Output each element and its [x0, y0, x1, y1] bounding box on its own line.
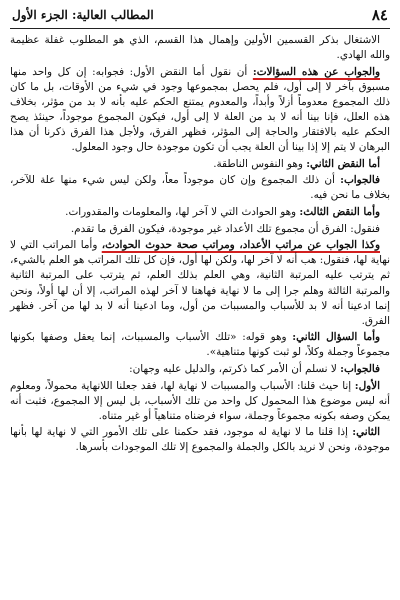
- running-title: المطالب العالية: الجزء الأول: [12, 8, 154, 22]
- highlighted-phrase: وكذا الجواب عن مراتب الأعداد، ومراتب صحة حدوث الحوادث،: [101, 239, 380, 252]
- paragraph: [10, 379, 390, 424]
- paragraph-term: فالجواب:: [340, 362, 380, 375]
- paragraph-text: الاشتغال بذكر القسمين الأولين وإهمال هذا القسم، الذي هو المطلوب غفلة عظيمة والله الهادي.: [10, 34, 390, 62]
- paragraph-text: وهو النفوس الناطقة.: [213, 157, 307, 170]
- paragraph: [10, 425, 390, 455]
- page-header: [10, 6, 390, 29]
- paragraph-term: الثاني:: [352, 426, 380, 439]
- paragraph: [10, 330, 390, 360]
- paragraph-term: وأما النقض الثالث:: [299, 206, 380, 219]
- paragraph-text: إذا قلنا ما لا نهاية له موجود، فقد حكمنا على تلك الأمور التي لا نهاية لها بأنها موجودة، ونحن لا نريد بالكل والجملة والمجموع إلا تلك الموجودات بأسرها.: [10, 426, 390, 454]
- paragraph-text: وهو الحوادث التي لا آخر لها، والمعلومات والمقدورات.: [65, 206, 300, 219]
- paragraph-term: وأما السؤال الثاني:: [292, 331, 380, 344]
- paragraph: [10, 157, 390, 172]
- paragraph-text: فنقول: الفرق أن مجموع تلك الأعداد غير موجودة، فيكون الفرق ما تقدم.: [70, 222, 380, 235]
- paragraph-term: أما النقض الثاني:: [306, 157, 380, 170]
- paragraph-text: أن نقول أما النقض الأول: فجوابه: إن كل واحد منها مسبوق بآخر لا إلى أول، فلم يحصل بمجموعها وجود في شيء من الأوقات، بل ما كان ذلك المجموع معدوماً أزلاً وأبداً، والمعدوم يمتنع الحكم عليه بأنه لا بد من مؤثر، بخلاف هذه العلل، فإنا بينا أنه لا بد من العلة لا إلى أول، فيكون المجموع موجوداً، حينئذ يصح الحكم عليه بالافتقار والحاجة إلى المؤثر، فظهر الفرق، ولأجل هذا الفرق ذكرنا أن هذا البرهان لا يتم إلا إذا بينا أن العلة يجب أن تكون موجودة حال وجود المعلول.: [10, 65, 390, 154]
- page-number: ٨٤: [371, 6, 388, 24]
- page-body: [10, 33, 390, 456]
- paragraph: [10, 238, 390, 329]
- paragraph-text: وأما المراتب التي لا نهاية لها، فنقول: هب أنه لا آخر لها، ولكن لها أول، فإن كل تلك المراتب هو العلم بالشيء، ثم يترتب عليه المرتبة الثانية، وهي العلم بذلك العلم، ثم يترتب على المرتبة الثانية والمرتبة الثالثة وهلم جرا إلى ما لا نهاية فهاهنا لا آخر لهذه المراتب، إلا أن لها أولاً، ونحن إنما ادعينا أنه لا بد للأسباب والمسببات من أول، وما ادعينا أنه لا بد لها من آخر. فظهر الفرق.: [10, 239, 390, 327]
- paragraph: [10, 222, 390, 237]
- paragraph-text: لا نسلم أن الأمر كما ذكرتم، والدليل عليه وجهان:: [129, 362, 341, 375]
- paragraph: [10, 173, 390, 203]
- paragraph: [10, 33, 390, 63]
- paragraph-text: إنا حيث قلنا: الأسباب والمسببات لا نهاية لها، فقد جعلنا اللانهاية محمولاً، ومعلوم أنه ليس موضوع هذا المحمول كل واحد من تلك الأسباب، بل ليس إلا المجموع، فثبت أنه يمكن وصفه بكونه مجموعاً وجملة، سواء فرضناه متناهياً أو غير متناه.: [10, 379, 390, 422]
- highlighted-phrase: والجواب عن هذه السؤالات:: [252, 65, 381, 78]
- paragraph: [10, 65, 390, 156]
- paragraph-term: الأول:: [354, 379, 380, 392]
- paragraph-term: فالجواب:: [340, 174, 380, 187]
- paragraph: [10, 362, 390, 377]
- paragraph-text: أن ذلك المجموع وإن كان موجوداً معاً، ولكن ليس شيء منها علة للآخر، بخلاف ما نحن فيه.: [10, 174, 390, 202]
- paragraph: [10, 205, 390, 220]
- paragraph-text: وهو قوله: «تلك الأسباب والمسببات، إنما يعقل وصفها بكونها مجموعاً وجملة وكلاً، لو ثبت كونها متناهية».: [10, 331, 390, 359]
